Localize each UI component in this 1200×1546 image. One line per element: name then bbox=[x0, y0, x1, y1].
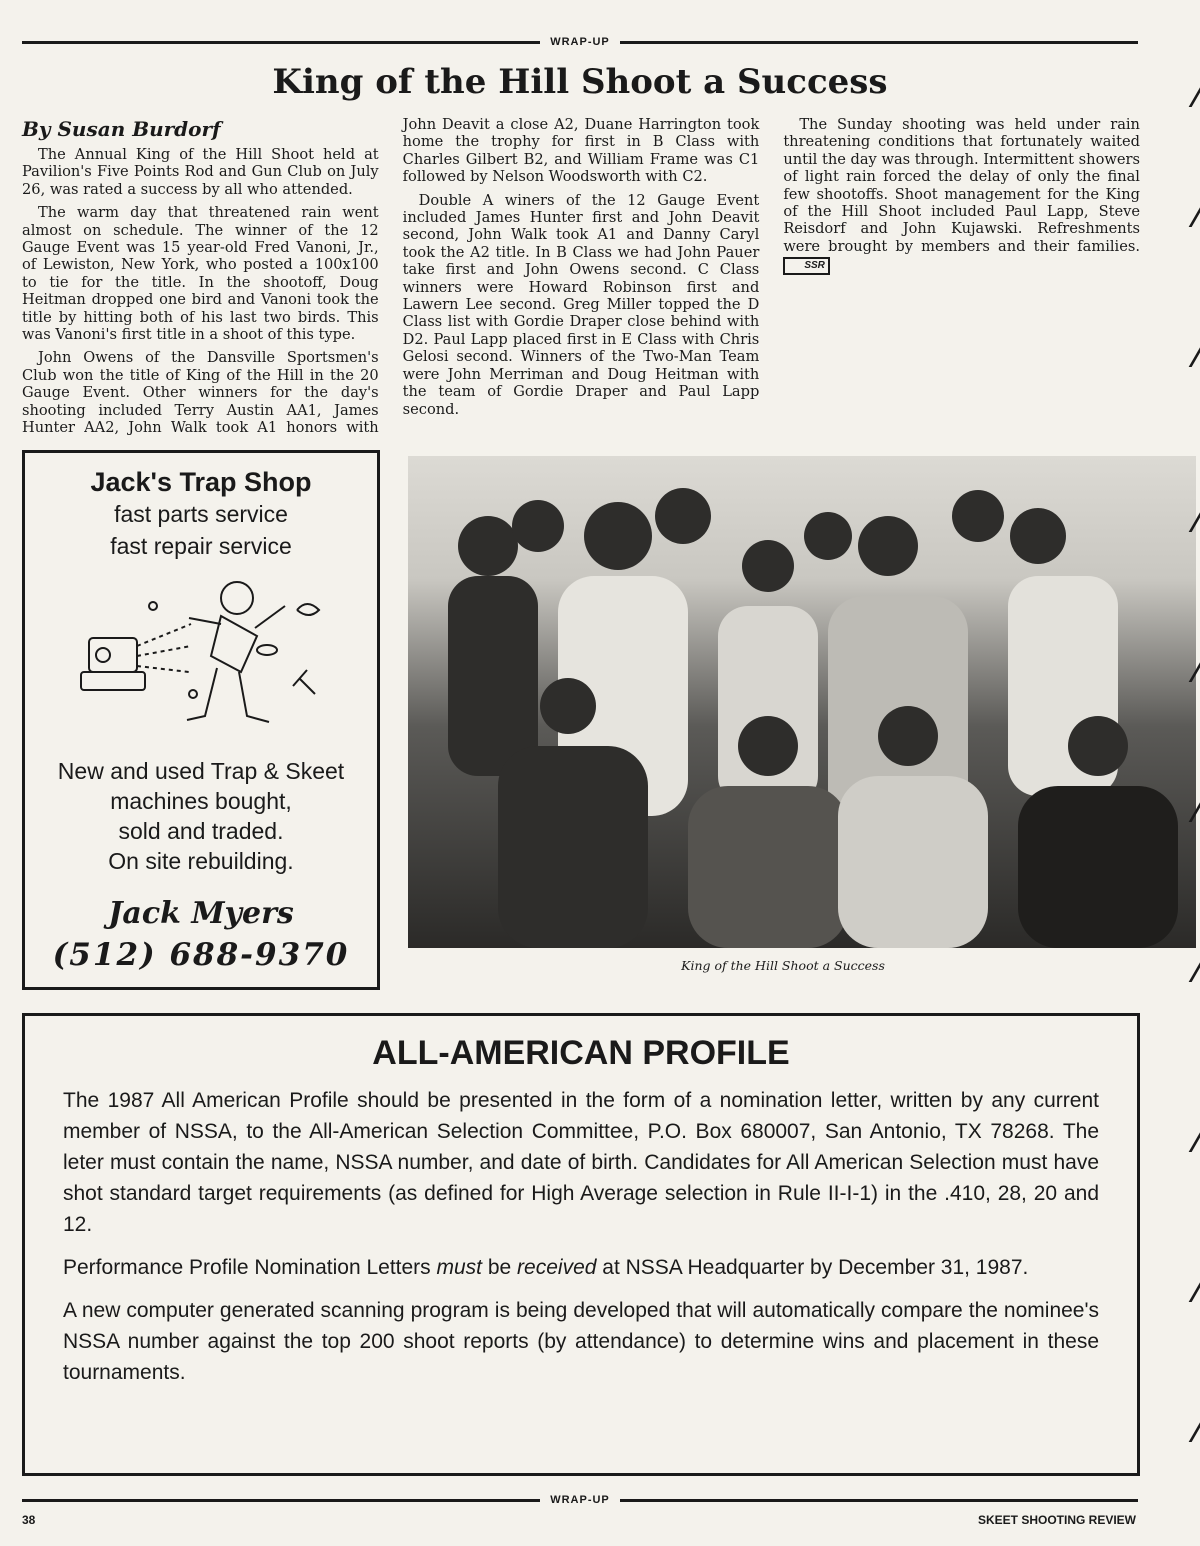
profile-text: at NSSA Headquarter by December 31, 1987. bbox=[596, 1256, 1029, 1279]
profile-title: ALL-AMERICAN PROFILE bbox=[372, 1034, 790, 1072]
binding-mark bbox=[1179, 1280, 1200, 1302]
binding-mark bbox=[1179, 345, 1200, 367]
binding-mark bbox=[1179, 1130, 1200, 1152]
rule-line-right bbox=[620, 1499, 1138, 1502]
ad-phone-number: (512) 688-9370 bbox=[52, 937, 350, 973]
ad-body-line: On site rebuilding. bbox=[108, 848, 294, 874]
ad-body-line: machines bought, bbox=[110, 788, 292, 814]
binding-mark bbox=[1179, 960, 1200, 982]
page-number: 38 bbox=[22, 1513, 36, 1527]
footer-rule bbox=[22, 1490, 1138, 1510]
profile-paragraph: The 1987 All American Profile should be presented in the form of a nomination letter, written by any current member of NSSA, to the All-American Selection Committee, P.O. Box 680007, San Antonio, TX 78268. The leter must contain the name, NSSA number, and date of birth. Candidates for All American Selection must have shot standard target requirements (as defined for High Average selection in Rule II-I-1) in the .410, 28, 20 and 12. bbox=[63, 1089, 1099, 1236]
ad-service-line: fast repair service bbox=[110, 533, 292, 559]
ad-body-line: sold and traded. bbox=[118, 818, 284, 844]
rule-line-left bbox=[22, 1499, 540, 1502]
article-body bbox=[22, 116, 1140, 446]
binding-mark bbox=[1179, 1420, 1200, 1442]
article-headline: King of the Hill Shoot a Success bbox=[272, 62, 888, 102]
ssr-end-mark: SSR bbox=[783, 257, 830, 275]
cartoon-mechanic-illustration bbox=[71, 576, 331, 736]
profile-paragraph bbox=[63, 1252, 1099, 1283]
profile-emphasis: must bbox=[436, 1256, 483, 1279]
group-photo-figures bbox=[408, 456, 1196, 948]
article-paragraph: The Annual King of the Hill Shoot held at Pavilion's Five Points Rod and Gun Club on July 26, was rated a success by all who attended. bbox=[22, 146, 379, 198]
all-american-profile-box bbox=[22, 1013, 1140, 1476]
footer-section-tag: WRAP-UP bbox=[550, 1494, 610, 1506]
article-paragraph-last bbox=[783, 116, 1140, 275]
photo-caption: King of the Hill Shoot a Success bbox=[681, 958, 885, 973]
ad-title: Jack's Trap Shop bbox=[90, 467, 312, 497]
ad-body bbox=[25, 756, 377, 876]
header-rule bbox=[22, 32, 1138, 52]
profile-emphasis: received bbox=[517, 1256, 597, 1279]
article-paragraph: John Owens of the Dansville Sportsmen's Club won the title of King of the Hill in the 20 Gauge Event. Other winners for the day's shooting included Terry Austin AA1, James Hunter AA2, John Walk took A1 honors with John Deavit a close A2, Duane Harrington took home the trophy for first in B Class with Charles Gilbert B2, and William Frame was C1 followed by Nelson Woodsworth with C2. bbox=[22, 116, 760, 437]
binding-mark bbox=[1179, 205, 1200, 227]
jacks-trap-shop-ad bbox=[22, 450, 380, 990]
section-tag: WRAP-UP bbox=[550, 36, 610, 48]
article-paragraph-text: The Sunday shooting was held under rain threatening conditions that fortunately waited until the day was through. Intermittent showers of light rain forced the delay of only the final few shootoffs. Shoot management for the King of the Hill Shoot included Paul Lapp, Steve Reisdorf and John Kujawski. Refreshments were brought by members and their families. bbox=[783, 116, 1140, 255]
profile-text: Performance Profile Nomination Letters bbox=[63, 1256, 437, 1279]
article-paragraph: The warm day that threatened rain went almost on schedule. The winner of the 12 Gauge Event was 15 year-old Fred Vanoni, Jr., of Lewiston, New York, who posted a 100x100 to tie for the title. In the shootoff, Doug Heitman dropped one bird and Vanoni took the title by hitting both of his last two birds. This was Vanoni's first title in a shoot of this type. bbox=[22, 204, 379, 344]
profile-paragraph: A new computer generated scanning program is being developed that will automatically compare the nominee's NSSA number against the top 200 shoot reports (by attendance) to determine wins and placement in these tournaments. bbox=[63, 1299, 1099, 1384]
profile-text: be bbox=[482, 1256, 518, 1279]
article-paragraph: Double A winers of the 12 Gauge Event included James Hunter first and John Deavit second, John Walk took A1 and Danny Caryl took the A2 title. In B Class we had John Pauer take first and John Owens second. C Class winners were Howard Robinson first and Lawern Lee second. Greg Miller topped the D Class list with Gordie Draper close behind with D2. Paul Lapp placed first in E Class with Chris Gelosi second. Winners of the Two-Man Team were John Merriman and Doug Heitman with the team of Gordie Draper and Paul Lapp second. bbox=[402, 191, 760, 418]
group-photo bbox=[408, 456, 1196, 948]
publication-name: SKEET SHOOTING REVIEW bbox=[977, 1513, 1136, 1527]
rule-line-left bbox=[22, 41, 540, 44]
rule-line-right bbox=[620, 41, 1138, 44]
binding-mark bbox=[1179, 85, 1200, 107]
byline: By Susan Burdorf bbox=[22, 117, 221, 141]
ad-signature: Jack Myers bbox=[108, 896, 294, 931]
ad-service-line: fast parts service bbox=[114, 501, 288, 527]
ad-body-line: New and used Trap & Skeet bbox=[57, 758, 345, 784]
